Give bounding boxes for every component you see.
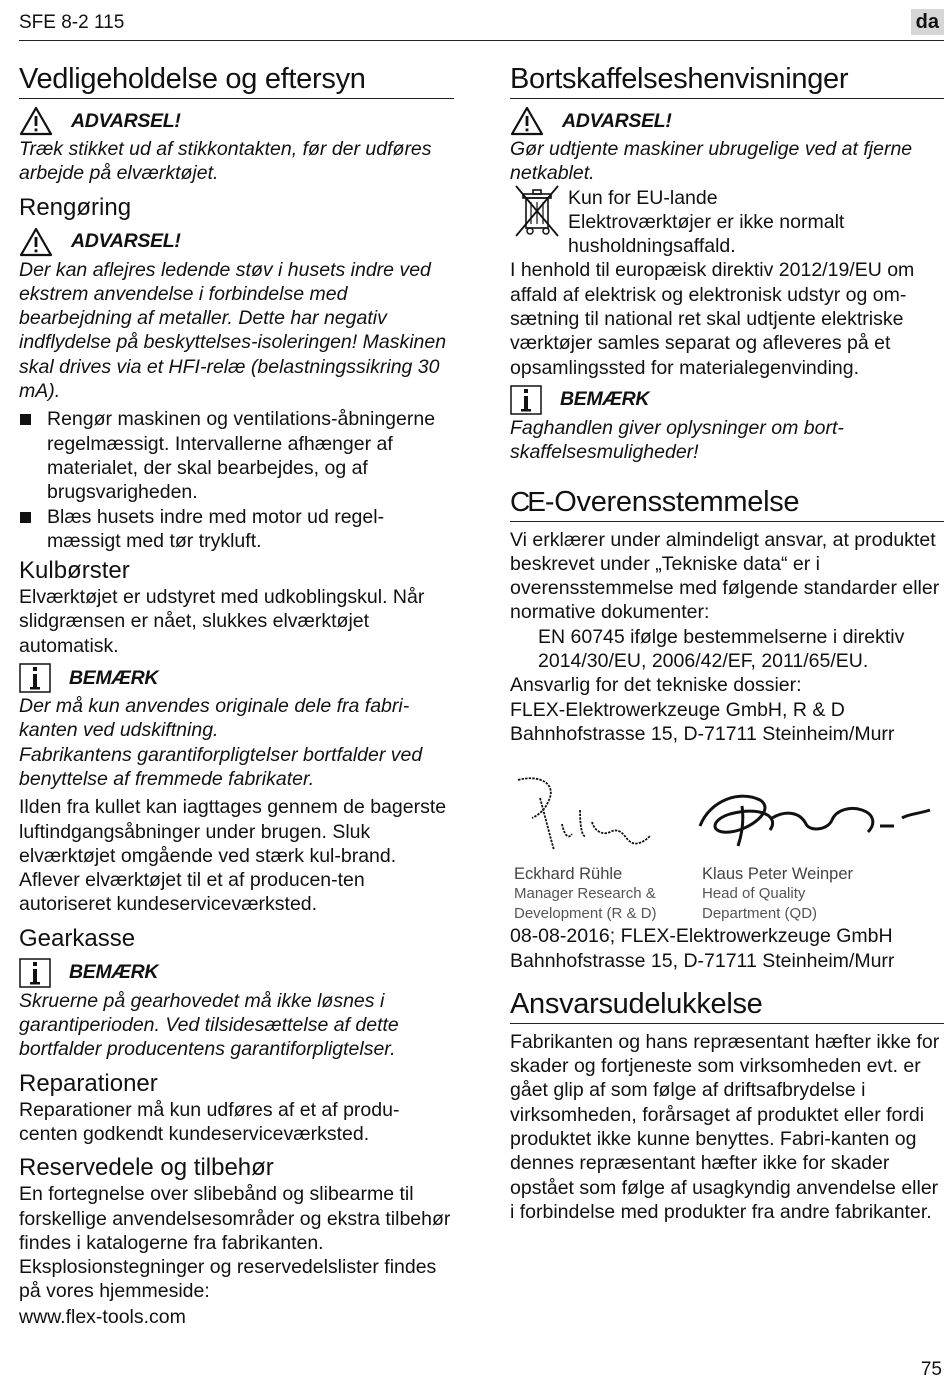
eu-only-text: Kun for EU-lande <box>568 186 718 209</box>
liability-text: Fabrikanten og hans repræsentant hæfter ikke for skader og fortjeneste som virksomheden evt. er gået glip af som følge af driftsafbrydelse i virksomheden, forårsaget af produktet eller fordi produktet ikke kunne benyttes. Fabri-kanten og dennes repræsentant hæfter ikke for skader opstået som følge af usagkyndig anvendelse eller i forbindelse med produkter fra andre fabrikanter. <box>510 1030 940 1223</box>
repair-text: Reparationer må kun udføres af et af produ-centen godkendt kundeserviceværksted. <box>19 1098 400 1145</box>
list-item: Rengør maskinen og ventilations-åbningerne regelmæssigt. Intervallerne afhænger af materialet, der skal bearbejdes, og af brugsvarigheden. <box>19 407 454 504</box>
ce-declaration-text: Vi erklærer under almindeligt ansvar, at produktet beskrevet under „Tekniske data“ er i overensstemmelse med følgende standarder eller normative dokumenter: <box>510 528 940 624</box>
ce-address: Bahnhofstrasse 15, D-71711 Steinheim/Murr <box>510 722 895 745</box>
warning-triangle-icon <box>19 106 53 136</box>
page-number: 75 <box>920 1359 942 1380</box>
signer-2-name: Klaus Peter Weinper <box>702 865 854 884</box>
cleaning-warning-text: Der kan aflejres ledende støv i husets indre ved ekstrem anvendelse i forbindelse med bearbejdning af metaller. Dette har negativ indflydelse på beskyttelses-isoleringen! Maskinen skal drives via et HFI-relæ (belastningssikring 30 mA). <box>19 258 447 403</box>
gear-heading: Gearkasse <box>19 924 136 952</box>
left-column <box>19 62 454 1330</box>
ce-company: FLEX-Elektrowerkzeuge GmbH, R & D <box>510 698 845 721</box>
ce-dossier-label: Ansvarlig for det tekniske dossier: <box>510 674 802 697</box>
cleaning-heading: Rengøring <box>19 193 132 221</box>
eu-disposal-block <box>510 186 944 259</box>
ce-mark-icon: CE <box>510 485 543 517</box>
document-model: SFE 8-2 115 <box>19 12 125 33</box>
repair-heading: Reparationer <box>19 1069 158 1097</box>
warning-label: ADVARSEL! <box>71 230 181 253</box>
signer-2-role-1: Head of Quality <box>702 885 806 903</box>
language-badge: da <box>911 9 944 35</box>
info-icon <box>19 958 51 988</box>
signature-block <box>510 770 944 923</box>
ce-date-line: 08-08-2016; FLEX-Elektrowerkzeuge GmbH <box>510 925 893 948</box>
brushes-text-2: Ilden fra kullet kan iagttages gennem de bagerste luftindgangsåbninger under brugen. Sluk elværktøjet omgående ved stærk kul-brand. Aflever elværktøjet til et af producen-ten autoriseret kundeserviceværksted. <box>19 796 447 916</box>
maintenance-warning-text: Træk stikket ud af stikkontakten, før der udføres arbejde på elværktøjet. <box>19 138 432 185</box>
maintenance-warning <box>19 105 454 137</box>
website-link[interactable]: www.flex-tools.com <box>19 1305 186 1328</box>
disposal-heading: Bortskaffelseshenvisninger <box>510 62 944 99</box>
warning-triangle-icon <box>510 106 544 136</box>
ce-heading-text: -Overensstemmelse <box>544 485 800 518</box>
spares-heading: Reservedele og tilbehør <box>19 1154 274 1182</box>
note-label: BEMÆRK <box>560 388 650 411</box>
signer-1-role-2: Development (R & D) <box>514 905 657 923</box>
brushes-note-text-1: Der må kun anvendes originale dele fra fabri-kanten ved udskiftning. <box>19 695 410 742</box>
signature-image <box>510 770 944 862</box>
gear-note <box>19 957 454 989</box>
ce-heading <box>510 485 944 522</box>
liability-heading: Ansvarsudelukkelse <box>510 987 944 1024</box>
info-icon <box>510 385 542 415</box>
list-item: Blæs husets indre med motor ud regel-mæssigt med tør trykluft. <box>19 505 454 554</box>
signer-2-role-2: Department (QD) <box>702 905 818 923</box>
cleaning-warning <box>19 226 454 258</box>
cleaning-list <box>19 407 454 553</box>
brushes-heading: Kulbørster <box>19 557 130 585</box>
note-label: BEMÆRK <box>69 666 159 689</box>
signer-2 <box>702 864 853 924</box>
brushes-text: Elværktøjet er udstyret med udkoblingskul. Når slidgrænsen er nået, slukkes elværktøjet automatisk. <box>19 586 425 657</box>
disposal-note-text: Faghandlen giver oplysninger om bort-skaffelsesmuligheder! <box>510 416 844 464</box>
right-column <box>510 62 944 1224</box>
eu-household-text: Elektroværktøjer er ikke normalt husholdningsaffald. <box>568 210 845 258</box>
warning-triangle-icon <box>19 227 53 257</box>
brushes-note <box>19 662 454 694</box>
ce-standards-text: EN 60745 ifølge bestemmelserne i direktiv 2014/30/EU, 2006/42/EF, 2011/65/EU. <box>538 625 905 673</box>
brushes-note-text-2: Fabrikantens garantiforpligtelser bortfalder ved benyttelse af fremmede fabrikater. <box>19 743 423 790</box>
signer-1-role-1: Manager Research & <box>514 885 656 903</box>
header-divider <box>19 40 944 41</box>
gear-note-text: Skruerne på gearhovedet må ikke løsnes i garantiperioden. Ved tilsidesættelse af dette bortfalder producentens garantiforpligtelser. <box>19 989 399 1061</box>
note-label: BEMÆRK <box>69 961 159 984</box>
directive-text: I henhold til europæisk direktiv 2012/19/EU om affald af elektrisk og elektronisk udstyr og om-sætning til national ret skal udtjente elektriske værktøjer samles separat og afleveres på et opsamlingssted for materialegenvinding. <box>510 259 915 379</box>
disposal-warning <box>510 105 944 137</box>
warning-label: ADVARSEL! <box>71 109 181 132</box>
maintenance-heading: Vedligeholdelse og eftersyn <box>19 62 454 99</box>
signer-1-name: Eckhard Rühle <box>514 865 623 884</box>
disposal-note <box>510 384 944 416</box>
ce-date-address: Bahnhofstrasse 15, D-71711 Steinheim/Murr <box>510 949 895 972</box>
info-icon <box>19 663 51 693</box>
signer-1 <box>514 864 657 924</box>
crossed-bin-icon <box>512 182 562 240</box>
disposal-warning-text: Gør udtjente maskiner ubrugelige ved at fjerne netkablet. <box>510 138 913 185</box>
warning-label: ADVARSEL! <box>562 109 672 132</box>
spares-text: En fortegnelse over slibebånd og slibearme til forskellige anvendelsesområder og ekstra tilbehør findes i katalogerne fra fabrikanten. Eksplosionstegninger og reservedelslister findes på vores hjemmeside: <box>19 1183 451 1303</box>
